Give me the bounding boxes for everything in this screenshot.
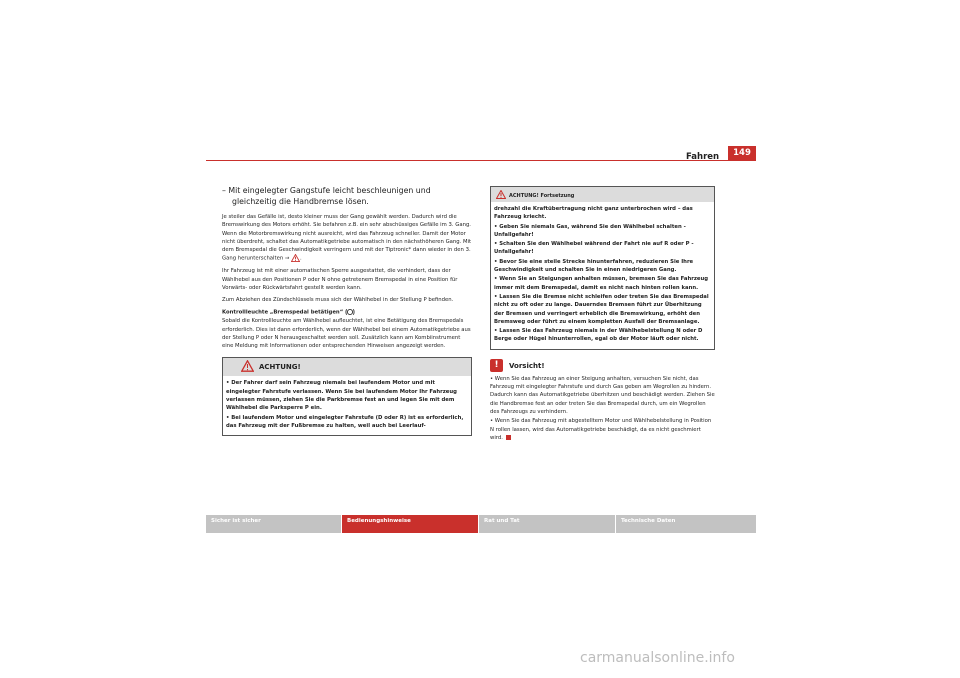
left-column: [222, 186, 472, 436]
chapter-title: Fahren: [686, 152, 720, 162]
warning-line: drehzahl die Kraftübertragung nicht ganz unterbrochen wird – das Fahrzeug kriecht.: [494, 206, 693, 221]
caution-bullet-text: • Wenn Sie das Fahrzeug mit abgestelltem Motor und Wählhebelstellung in Position N rollen lassen, wird das Automatikgetriebe beschädigt, da es nicht geschmiert wird.: [490, 418, 712, 441]
warning-box-title: ACHTUNG!: [259, 363, 301, 372]
section-heading-text: Kontrollleuchte „Bremspedal betätigen“: [222, 309, 344, 316]
paragraph-zuendschluessel: Zum Abziehen des Zündschlüssels muss sich der Wählhebel in der Stellung P befinden.: [222, 297, 454, 304]
tab-bedienungshinweise[interactable]: Bedienungshinweise: [342, 515, 478, 533]
watermark: carmanualsonline.info: [580, 650, 735, 666]
warning-continued-header: [491, 187, 714, 202]
warning-bullet: • Schalten Sie den Wählhebel während der Fahrt nie auf R oder P - Unfallgefahr!: [494, 241, 694, 256]
warning-bullet: • Bei laufendem Motor und eingelegter Fahrstufe (D oder R) ist es erforderlich, das Fahrzeug mit der Fußbremse zu halten, weil auch bei Leerlauf-: [226, 414, 464, 429]
caution-bullet: • Wenn Sie das Fahrzeug an einer Steigung anhalten, versuchen Sie nicht, das Fahrzeug mit eingelegter Fahrstufe und durch Gas geben am Wegrollen zu hindern. Dadurch kann das Automatikgetriebe überhitzen und beschädigt werden. Ziehen Sie die Handbremse fest an oder treten Sie das Bremspedal durch, um ein Wegrollen des Fahrzeugs zu verhindern.: [490, 375, 715, 415]
paragraph-kontrollleuchte: Sobald die Kontrollleuchte am Wählhebel aufleuchtet, ist eine Betätigung des Bremspedals erforderlich. Dies ist dann erforderlich, wenn der Wählhebel bei einem Automatikgetriebe aus der Stellung P oder N herausgeschaltet werden soll. Zusätzlich kann am Kombiinstrument eine Meldung mit Informationen oder entsprechenden Hinweisen angezeigt werden.: [222, 318, 471, 350]
warning-box-body: [223, 376, 471, 435]
paragraph-gefaelle: Je steiler das Gefälle ist, desto kleiner muss der Gang gewählt werden. Dadurch wird die Bremswirkung des Motors erhöht. Sie befahren z.B. ein sehr abschüssiges Gefälle im 3. Gang. Wenn die Motorbremswirkung nicht ausreicht, wird das Fahrzeug schneller. Damit der Motor nicht überdreht, schaltet das Automatikgetriebe automatisch in den nächsthöheren Gang. Mit dem Bremspedal die Geschwindigkeit verringern und mit der Tiptronic* dann wieder in den 3. Gang herunterschalten ⇒ .: [222, 214, 472, 262]
warning-bullet: • Geben Sie niemals Gas, während Sie den Wählhebel schalten - Unfallgefahr!: [494, 223, 686, 238]
tab-technische-daten[interactable]: Technische Daten: [616, 515, 756, 533]
caution-bullet: [490, 417, 715, 442]
caution-heading: [490, 359, 715, 373]
warning-box: [222, 357, 472, 436]
section-heading: [222, 308, 472, 317]
warning-triangle-icon: [291, 254, 300, 262]
warning-continued-body: [491, 202, 714, 349]
instruction-step: – Mit eingelegter Gangstufe leicht beschleunigen und gleichzeitig die Handbremse lösen.: [222, 186, 431, 206]
caution-square-icon: !: [490, 359, 503, 372]
warning-bullet: • Bevor Sie eine steile Strecke hinunterfahren, reduzieren Sie Ihre Geschwindigkeit und schalten Sie in einen niedrigeren Gang.: [494, 258, 694, 274]
warning-triangle-icon: [496, 190, 506, 199]
page-number: 149: [728, 146, 756, 160]
paragraph-sperre: Ihr Fahrzeug ist mit einer automatischen Sperre ausgestattet, die verhindert, dass der Wählhebel aus den Positionen P oder N ohne getretenem Bremspedal in eine Position für Vorwärts- oder Rückwärtsfahrt gestellt werden kann.: [222, 268, 458, 291]
warning-bullet: • Der Fahrer darf sein Fahrzeug niemals bei laufendem Motor und mit eingelegter Fahrstufe verlassen. Wenn Sie bei laufendem Motor Ihr Fahrzeug verlassen müssen, ziehen Sie die Parkbremse fest an und legen Sie mit dem Wählhebel die Parksperre P ein.: [226, 380, 457, 412]
caution-title: Vorsicht!: [509, 361, 545, 370]
warning-box-header: [223, 358, 471, 376]
warning-bullet: • Lassen Sie die Bremse nicht schleifen oder treten Sie das Bremspedal nicht zu oft oder zu lange. Dauerndes Bremsen führt zur Überhitzung der Bremsen und verringert erheblich die Bremswirkung, erhöht den Bremsweg oder führt zu einem kompletten Ausfall der Bremsanlage.: [494, 293, 709, 325]
header-rule: [206, 160, 756, 161]
brake-pedal-lamp-icon: [345, 308, 355, 316]
tab-sicher-ist-sicher[interactable]: Sicher ist sicher: [206, 515, 341, 533]
paragraph-gefaelle-text: Je steiler das Gefälle ist, desto kleiner muss der Gang gewählt werden. Dadurch wird die Bremswirkung des Motors erhöht. Sie befahren z.B. ein sehr abschüssiges Gefälle im 3. Gang. Wenn die Motorbremswirkung nicht ausreicht, wird das Fahrzeug schneller. Damit der Motor nicht überdreht, schaltet das Automatikgetriebe automatisch in den nächsthöheren Gang. Mit dem Bremspedal die Geschwindigkeit verringern und mit der Tiptronic* dann wieder in den 3. Gang herunterschalten ⇒: [222, 214, 472, 262]
end-marker-icon: [506, 435, 511, 440]
warning-continued-title: ACHTUNG! Fortsetzung: [509, 193, 575, 199]
tab-rat-und-tat[interactable]: Rat und Tat: [479, 515, 615, 533]
warning-triangle-icon: [241, 360, 254, 372]
warning-bullet: • Lassen Sie das Fahrzeug niemals in der Wählhebelstellung N oder D Berge oder Hügel hinunterrollen, egal ob der Motor läuft oder nicht.: [494, 328, 703, 343]
warning-bullet: • Wenn Sie an Steigungen anhalten müssen, bremsen Sie das Fahrzeug immer mit dem Bremspedal, damit es nicht nach hinten rollen kann.: [494, 276, 709, 291]
warning-continued-box: [490, 186, 715, 350]
right-column: [490, 186, 715, 443]
